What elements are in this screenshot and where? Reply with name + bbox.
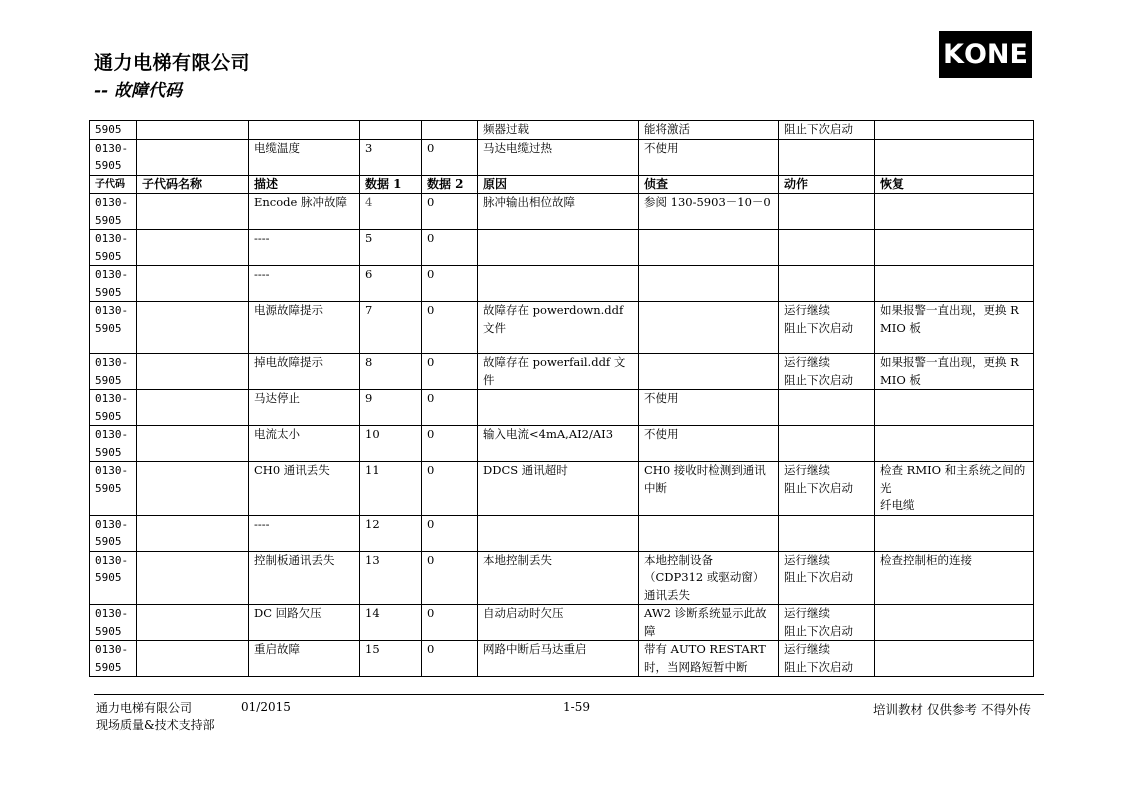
check-cell: 不使用 <box>639 139 779 175</box>
code-cell: 0130- 5905 <box>90 139 137 175</box>
footer-divider <box>94 694 1044 695</box>
desc-cell: 重启故障 <box>249 641 360 677</box>
desc-cell: ---- <box>249 515 360 551</box>
data2-cell: 0 <box>422 266 478 302</box>
data1-cell: 15 <box>360 641 422 677</box>
data1-cell: 12 <box>360 515 422 551</box>
code-cell: 0130- 5905 <box>90 390 137 426</box>
header-recovery: 恢复 <box>875 175 1034 194</box>
desc-cell: 电缆温度 <box>249 139 360 175</box>
header-name: 子代码名称 <box>137 175 249 194</box>
action-cell: 运行继续 阻止下次启动 <box>779 551 875 605</box>
footer-notice: 培训教材 仅供参考 不得外传 <box>873 702 1031 717</box>
page-number: 1-59 <box>563 700 590 714</box>
reason-cell: 输入电流<4mA,AI2/AI3 <box>478 426 639 462</box>
code-cell: 0130- 5905 <box>90 641 137 677</box>
action-cell: 运行继续 阻止下次启动 <box>779 641 875 677</box>
table-row <box>90 121 1034 140</box>
desc-cell: ---- <box>249 230 360 266</box>
footer-department: 现场质量&技术支持部 <box>96 718 215 732</box>
code-cell: 0130- 5905 <box>90 266 137 302</box>
recovery-cell: 如果报警一直出现，更换 RMIO 板 <box>875 302 1034 354</box>
data2-cell: 0 <box>422 390 478 426</box>
reason-cell: 本地控制丢失 <box>478 551 639 605</box>
data1-cell: 10 <box>360 426 422 462</box>
data1-cell: 5 <box>360 230 422 266</box>
table-row <box>90 515 1034 551</box>
data2-cell: 0 <box>422 462 478 516</box>
desc-cell: ---- <box>249 266 360 302</box>
table-row <box>90 354 1034 390</box>
action-cell: 运行继续 阻止下次启动 <box>779 354 875 390</box>
code-cell: 0130- 5905 <box>90 302 137 354</box>
action-cell: 运行继续 阻止下次启动 <box>779 302 875 354</box>
data1-cell: 4 <box>360 194 422 230</box>
data2-cell: 0 <box>422 551 478 605</box>
desc-cell: 马达停止 <box>249 390 360 426</box>
code-cell: 0130- 5905 <box>90 426 137 462</box>
reason-cell: 故障存在 powerfail.ddf 文件 <box>478 354 639 390</box>
data1-cell: 7 <box>360 302 422 354</box>
data2-cell: 0 <box>422 426 478 462</box>
data1-cell: 11 <box>360 462 422 516</box>
reason-cell: 故障存在 powerdown.ddf 文件 <box>478 302 639 354</box>
check-cell: CH0 接收时检测到通讯中断 <box>639 462 779 516</box>
reason-cell: 马达电缆过热 <box>478 139 639 175</box>
document-subtitle: -- 故障代码 <box>94 81 183 101</box>
header-check: 侦查 <box>639 175 779 194</box>
company-name: 通力电梯有限公司 <box>94 52 251 74</box>
data2-cell: 0 <box>422 194 478 230</box>
code-cell: 0130- 5905 <box>90 551 137 605</box>
table-row <box>90 139 1034 175</box>
check-cell: AW2 诊断系统显示此故障 <box>639 605 779 641</box>
header-data1: 数据 1 <box>360 175 422 194</box>
data1-cell: 6 <box>360 266 422 302</box>
check-cell: 参阅 130-5903－10－0 <box>639 194 779 230</box>
action-cell: 运行继续 阻止下次启动 <box>779 605 875 641</box>
reason-cell: 网路中断后马达重启 <box>478 641 639 677</box>
table-row <box>90 605 1034 641</box>
footer-company: 通力电梯有限公司 <box>96 701 193 715</box>
logo-letter: E <box>1009 39 1028 70</box>
data2-cell: 0 <box>422 139 478 175</box>
check-cell: 不使用 <box>639 390 779 426</box>
data1-cell: 14 <box>360 605 422 641</box>
code-cell: 0130- 5905 <box>90 605 137 641</box>
action-cell: 阻止下次启动 <box>779 121 875 140</box>
data2-cell: 0 <box>422 605 478 641</box>
header-code: 子代码 <box>90 175 137 194</box>
desc-cell: 电源故障提示 <box>249 302 360 354</box>
check-cell: 不使用 <box>639 426 779 462</box>
check-cell: 带有 AUTO RESTART 时，当网路短暂中断 <box>639 641 779 677</box>
footer-date: 01/2015 <box>241 700 291 714</box>
data2-cell: 0 <box>422 354 478 390</box>
recovery-cell: 如果报警一直出现，更换 RMIO 板 <box>875 354 1034 390</box>
header-action: 动作 <box>779 175 875 194</box>
code-cell: 5905 <box>90 121 137 140</box>
desc-cell: CH0 通讯丢失 <box>249 462 360 516</box>
table-row <box>90 426 1034 462</box>
check-cell: 本地控制设备 （CDP312 或驱动窗） 通讯丢失 <box>639 551 779 605</box>
code-cell: 0130- 5905 <box>90 354 137 390</box>
data2-cell: 0 <box>422 515 478 551</box>
data1-cell: 9 <box>360 390 422 426</box>
data1-cell: 8 <box>360 354 422 390</box>
table-row <box>90 390 1034 426</box>
desc-cell: Encode 脉冲故障 <box>249 194 360 230</box>
logo-letter: O <box>963 39 987 70</box>
code-cell: 0130- 5905 <box>90 462 137 516</box>
data2-cell: 0 <box>422 230 478 266</box>
data1-cell: 3 <box>360 139 422 175</box>
kone-logo <box>939 31 1032 78</box>
logo-letter: N <box>986 39 1010 70</box>
reason-cell: 频器过载 <box>478 121 639 140</box>
table-row <box>90 551 1034 605</box>
reason-cell: 脉冲输出相位故障 <box>478 194 639 230</box>
desc-cell: 电流太小 <box>249 426 360 462</box>
code-cell: 0130- 5905 <box>90 230 137 266</box>
data2-cell: 0 <box>422 641 478 677</box>
header-data2: 数据 2 <box>422 175 478 194</box>
table-row <box>90 266 1034 302</box>
reason-cell: 自动启动时欠压 <box>478 605 639 641</box>
table-row <box>90 462 1034 516</box>
recovery-cell: 检查控制柜的连接 <box>875 551 1034 605</box>
code-cell: 0130- 5905 <box>90 515 137 551</box>
table-row <box>90 641 1034 677</box>
footer-company-block <box>96 700 215 734</box>
table-row <box>90 230 1034 266</box>
code-cell: 0130- 5905 <box>90 194 137 230</box>
desc-cell: 掉电故障提示 <box>249 354 360 390</box>
desc-cell: DC 回路欠压 <box>249 605 360 641</box>
data2-cell: 0 <box>422 302 478 354</box>
recovery-cell: 检查 RMIO 和主系统之间的光 纤电缆 <box>875 462 1034 516</box>
table-row <box>90 302 1034 354</box>
reason-cell: DDCS 通讯超时 <box>478 462 639 516</box>
fault-code-table <box>89 120 1034 677</box>
table-header-row <box>90 175 1034 194</box>
header-reason: 原因 <box>478 175 639 194</box>
header-desc: 描述 <box>249 175 360 194</box>
logo-letter: K <box>943 39 964 70</box>
desc-cell: 控制板通讯丢失 <box>249 551 360 605</box>
action-cell: 运行继续 阻止下次启动 <box>779 462 875 516</box>
data1-cell: 13 <box>360 551 422 605</box>
table-row <box>90 194 1034 230</box>
check-cell: 能将激活 <box>639 121 779 140</box>
